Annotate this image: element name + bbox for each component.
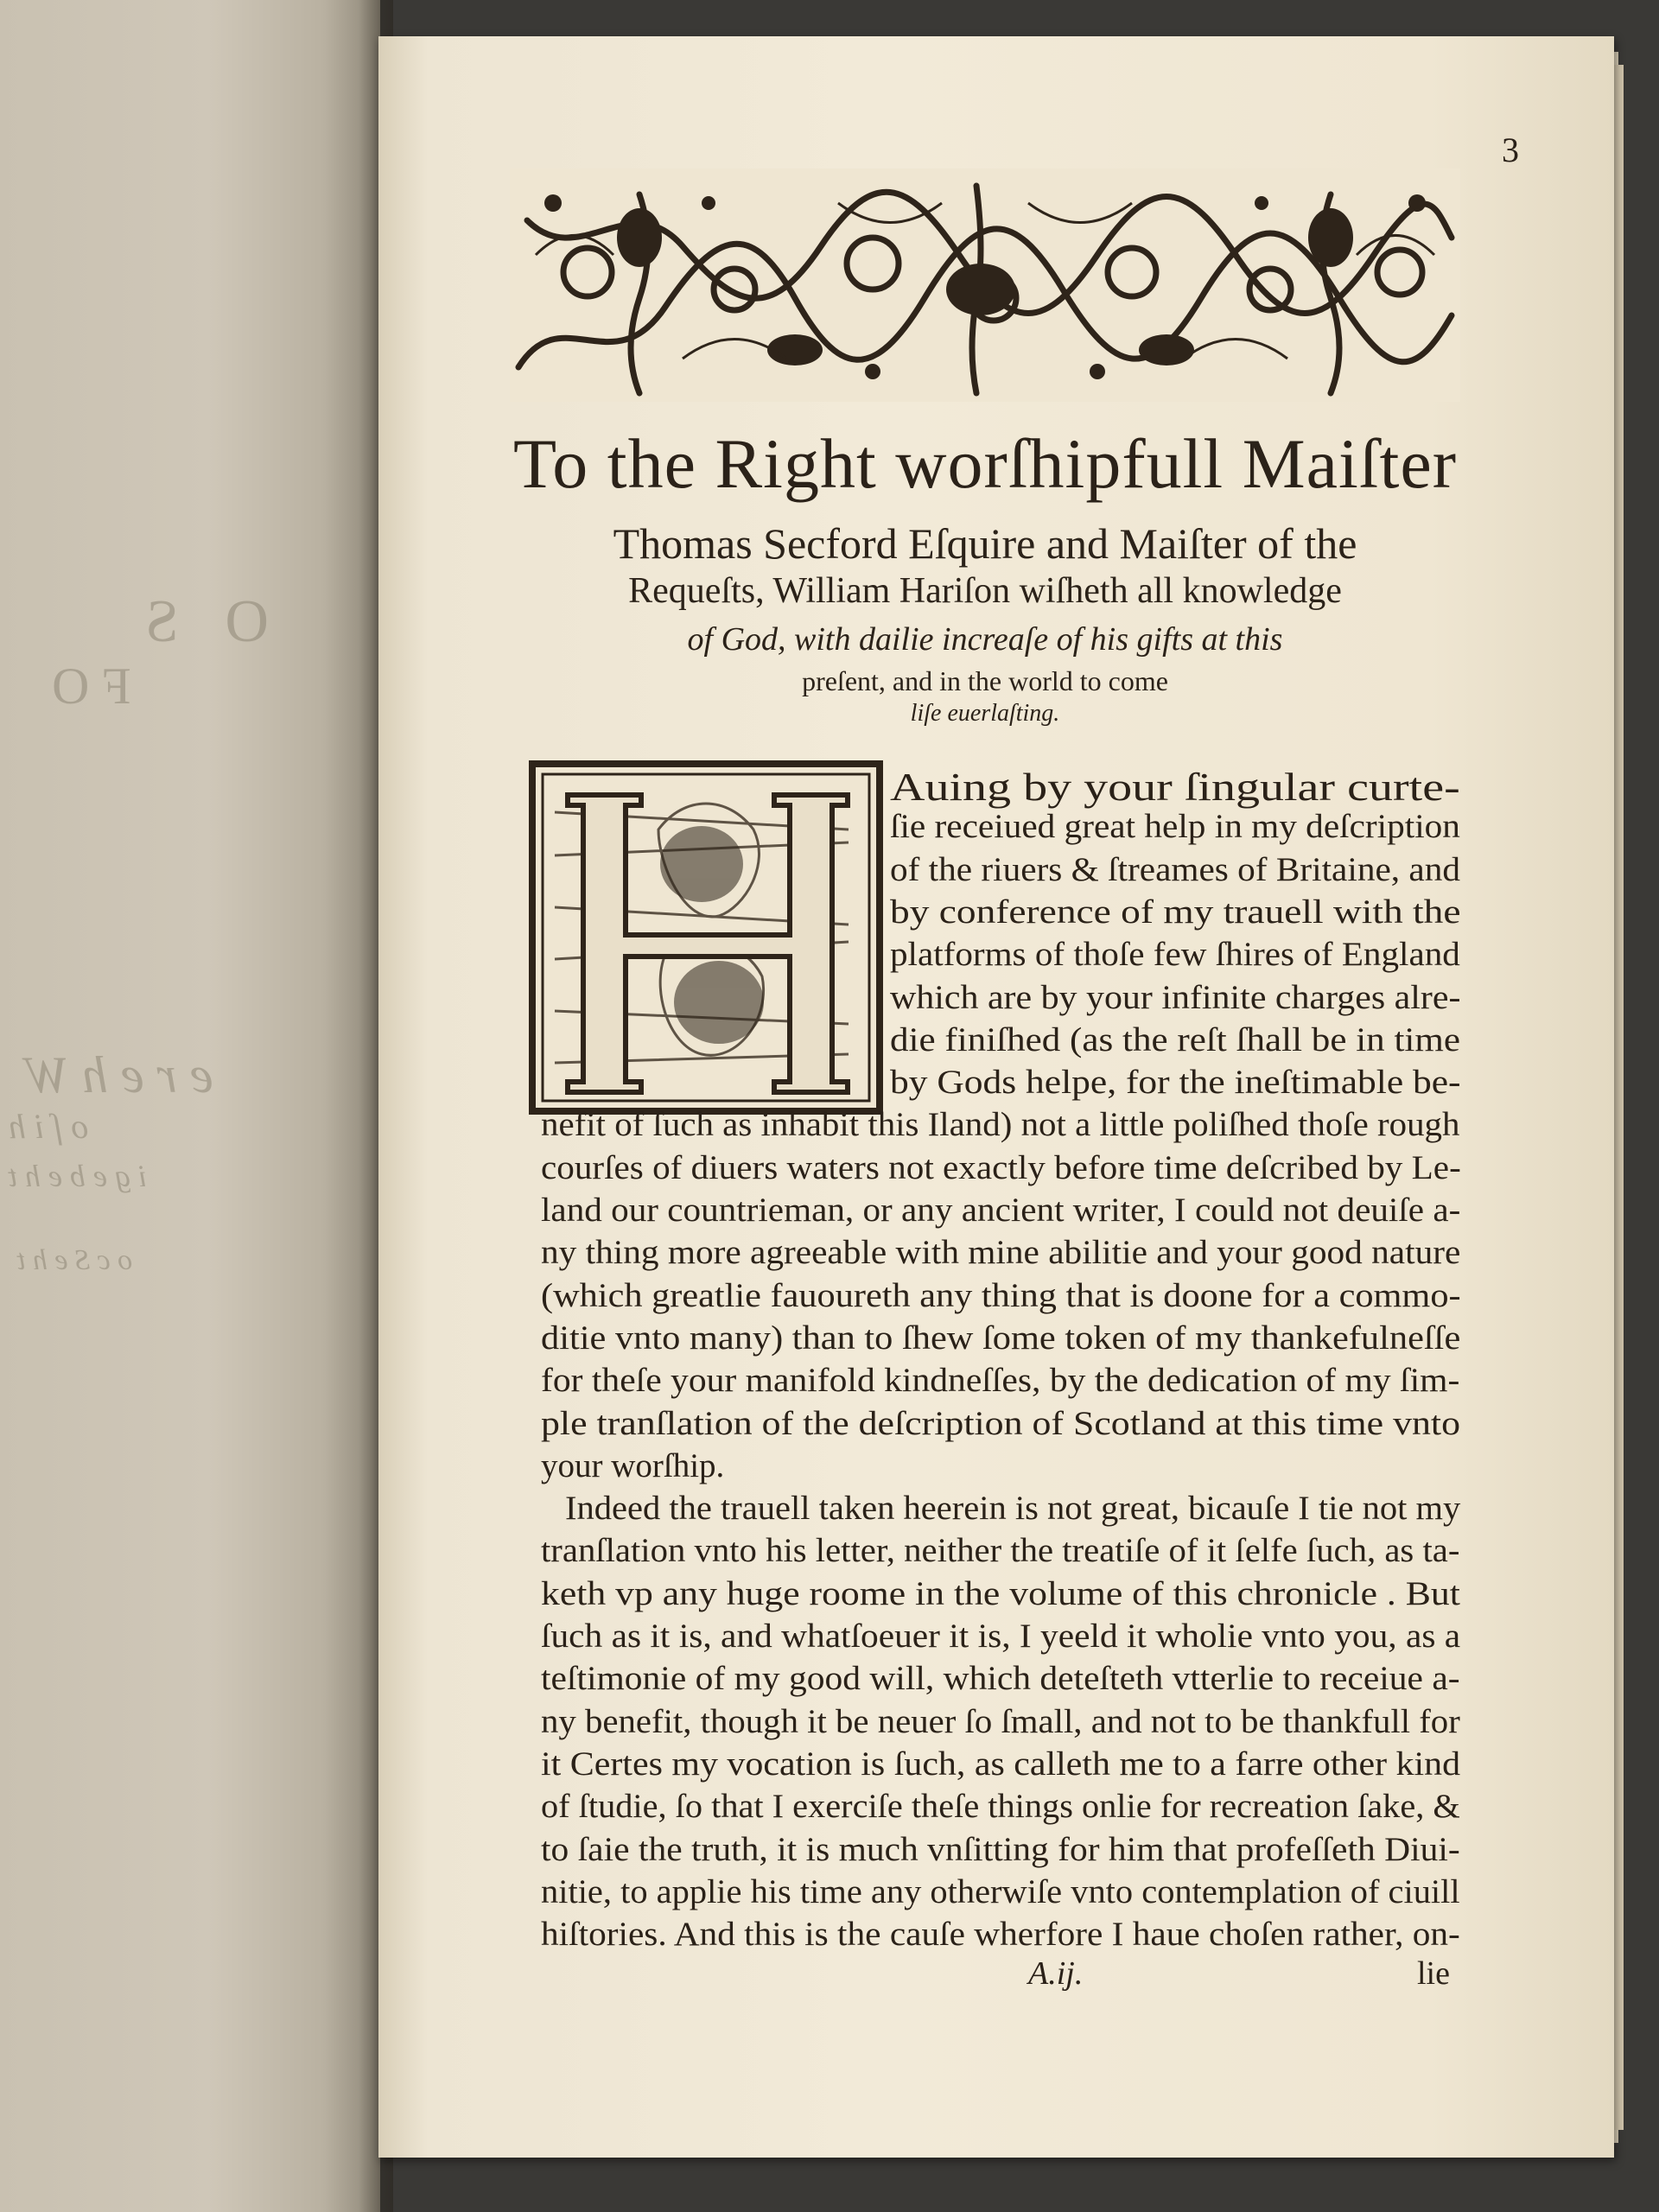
body-line: ple tranſlation of the deſcription of Scotland at this time vnto [541, 1404, 1461, 1442]
body-line: of ſtudie, ſo that I exerciſe theſe things onlie for recreation ſake, & [541, 1788, 1460, 1826]
woodcut-ornament-band [510, 168, 1460, 402]
dedication-title-line-6: liſe euerlaſting. [910, 700, 1060, 727]
page-number: 3 [1502, 130, 1519, 169]
show-through-text: O S [130, 588, 269, 655]
dedication-title-line-1: To the Right worſhipfull Maiſter [512, 424, 1458, 503]
decorated-initial-h [529, 760, 883, 1115]
body-line: ditie vnto many) than to ſhew ſome token of my thankefulneſſe [541, 1319, 1461, 1357]
body-line: by conference of my trauell with the [890, 893, 1461, 931]
body-line: ſie receiued great help in my deſcription [890, 808, 1460, 846]
show-through-text: e r e h W [26, 1046, 213, 1103]
left-page [0, 0, 380, 2212]
body-line: ny thing more agreeable with mine abilitie and your good nature [541, 1234, 1461, 1272]
body-line: platforms of thoſe few ſhires of England [890, 936, 1460, 974]
body-line: keth vp any huge roome in the volume of this chronicle . But [541, 1574, 1460, 1612]
body-line: nefit of ſuch as inhabit this Iland) not a little poliſhed thoſe rough [541, 1106, 1460, 1144]
dedication-title-line-4: of God, with dailie increaſe of his gifts at this [687, 621, 1283, 658]
body-line: teſtimonie of my good will, which deteſteth vtterlie to receiue a- [541, 1660, 1460, 1698]
body-line: Indeed the trauell taken heerein is not great, bicauſe I tie not my [565, 1490, 1461, 1528]
body-line: by Gods helpe, for the ineſtimable be- [890, 1064, 1461, 1102]
body-line: (which greatlie fauoureth any thing that is doone for a commo- [541, 1276, 1461, 1314]
body-line: ſuch as it is, and whatſoeuer it is, I yeeld it wholie vnto you, as a [541, 1618, 1461, 1655]
body-line: land our countrieman, or any ancient writer, I could not deuiſe a- [541, 1192, 1461, 1229]
body-line: to ſaie the truth, it is much vnſitting for him that profeſſeth Diui- [541, 1830, 1460, 1868]
body-line: Auing by your ſingular curte- [890, 765, 1460, 809]
signature-mark: A.ij. [1028, 1955, 1084, 1992]
body-line: which are by your infinite charges alre- [890, 978, 1461, 1016]
show-through-text: o c S e h t [17, 1244, 133, 1276]
show-through-text: F O [52, 658, 131, 715]
body-line: ny benefit, though it be neuer ſo ſmall, and not to be thankfull for [541, 1702, 1460, 1740]
body-line: for theſe your manifold kindneſſes, by the dedication of my ſim- [541, 1362, 1460, 1400]
body-line: hiſtories. And this is the cauſe wherfore I haue choſen rather, on- [541, 1916, 1460, 1954]
body-line: of the riuers & ſtreames of Britaine, and [890, 850, 1460, 888]
dedication-title-line-2: Thomas Secford Eſquire and Maiſter of the [613, 519, 1357, 568]
body-line: it Certes my vocation is ſuch, as calleth me to a farre other kind [541, 1745, 1461, 1783]
show-through-text: o ſ i h [9, 1107, 89, 1146]
catchword: lie [1417, 1955, 1450, 1992]
body-line: courſes of diuers waters not exactly before time deſcribed by Le- [541, 1148, 1461, 1186]
body-line: nitie, to applie his time any otherwiſe vnto contemplation of ciuill [541, 1872, 1460, 1910]
dedication-title-line-5: preſent, and in the world to come [802, 665, 1168, 696]
body-line: die finiſhed (as the reſt ſhall be in time [890, 1020, 1461, 1058]
body-line: your worſhip. [541, 1446, 725, 1484]
body-line: tranſlation vnto his letter, neither the treatiſe of it ſelfe ſuch, as ta- [541, 1532, 1460, 1570]
show-through-text: i g e b e h t [9, 1159, 147, 1193]
dedication-title-line-3: Requeſts, William Hariſon wiſheth all knowledge [628, 571, 1342, 611]
